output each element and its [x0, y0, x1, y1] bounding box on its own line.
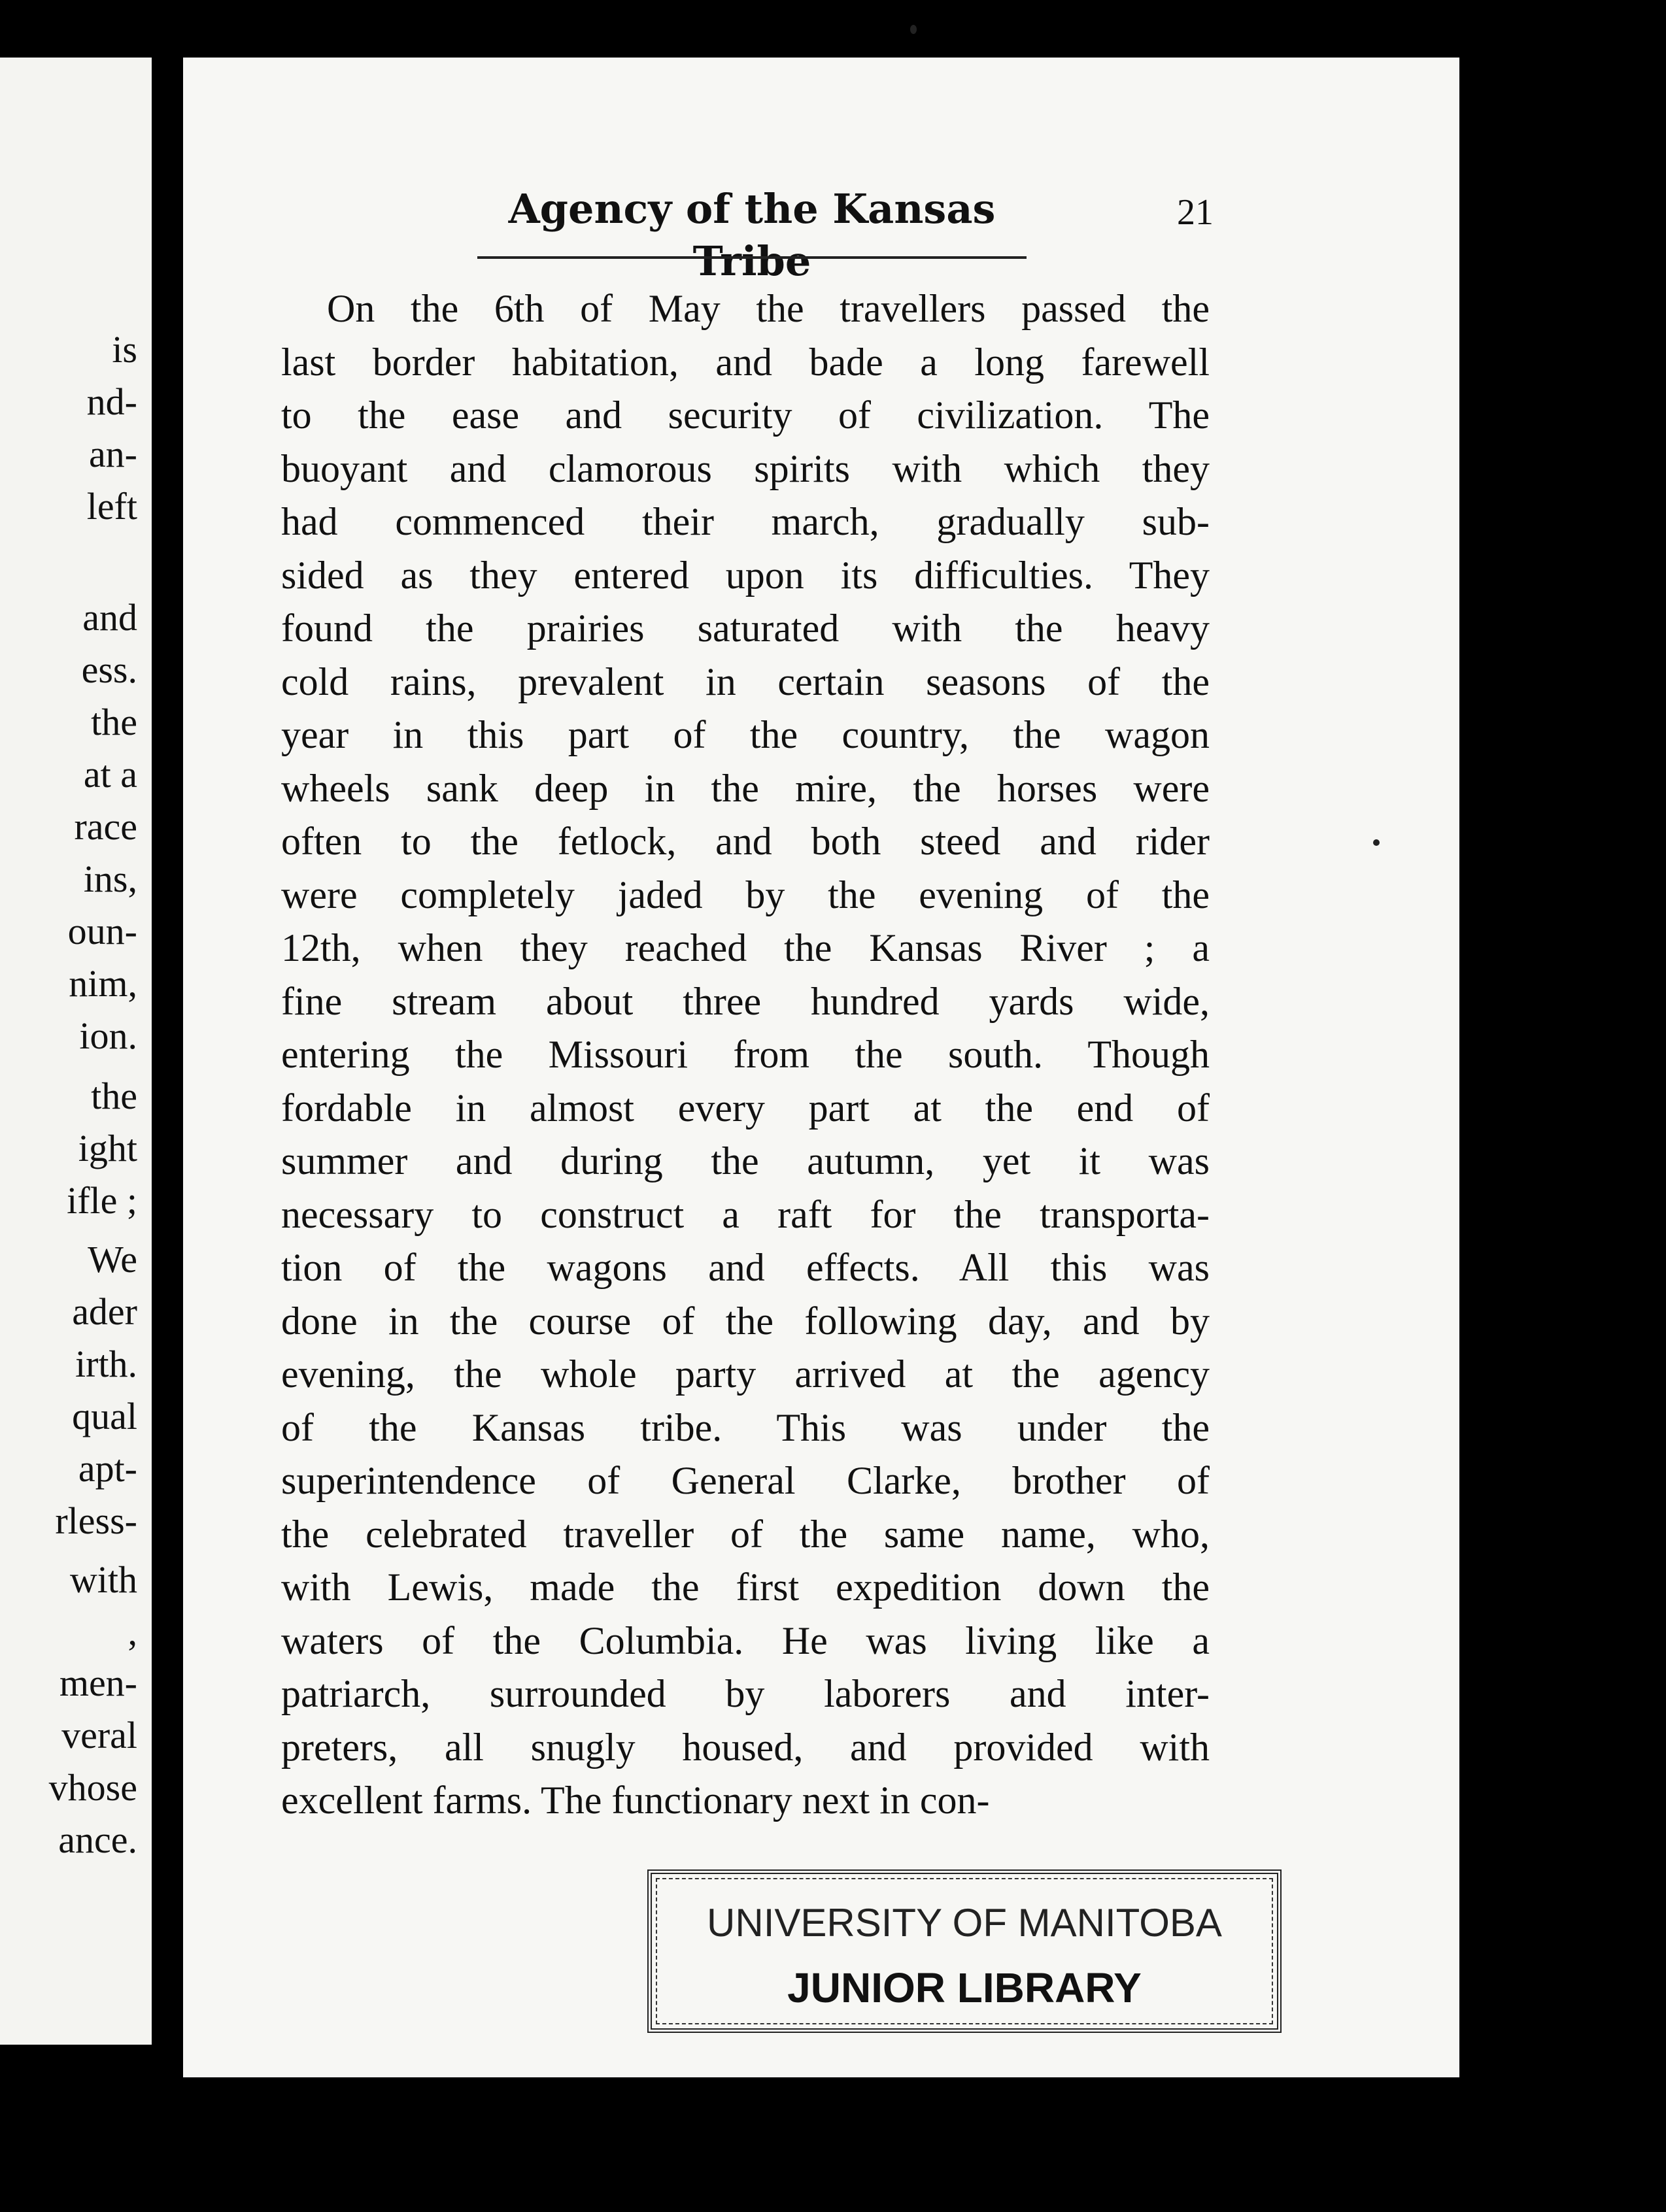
left-line-fragment: rless-	[55, 1500, 137, 1542]
text-line: tion of the wagons and effects. All this was	[281, 1246, 1210, 1289]
text-line: wheels sank deep in the mire, the horses were	[281, 766, 1210, 810]
text-line: were completely jaded by the evening of the	[281, 873, 1210, 916]
left-line-fragment: with	[69, 1558, 137, 1601]
text-line: found the prairies saturated with the heavy	[281, 607, 1210, 650]
book-gutter	[152, 39, 183, 2079]
left-line-fragment: left	[86, 485, 137, 528]
stamp-university-name: UNIVERSITY OF MANITOBA	[707, 1901, 1222, 1945]
left-line-fragment: qual	[72, 1395, 137, 1437]
text-line: sided as they entered upon its difficulties. They	[281, 553, 1210, 597]
left-line-fragment: ifle ;	[67, 1179, 137, 1222]
left-line-fragment: oun-	[67, 910, 137, 952]
text-line: fordable in almost every part at the end of	[281, 1086, 1210, 1130]
text-line: 12th, when they reached the Kansas River ; a	[281, 926, 1210, 969]
left-line-fragment: apt-	[78, 1447, 137, 1490]
text-line: often to the fetlock, and both steed and rider	[281, 820, 1210, 863]
text-line: entering the Missouri from the south. Though	[281, 1033, 1210, 1076]
text-line: had commenced their march, gradually sub-	[281, 500, 1210, 543]
left-line-fragment: nd-	[86, 380, 137, 423]
text-line: with Lewis, made the first expedition down the	[281, 1566, 1210, 1609]
text-line: last border habitation, and bade a long farewell	[281, 340, 1210, 384]
text-line: done in the course of the following day, and by	[281, 1299, 1210, 1343]
text-line: excellent farms. The functionary next in con-	[281, 1779, 990, 1822]
left-line-fragment: ight	[78, 1127, 137, 1169]
left-line-fragment: is	[112, 328, 137, 371]
text-line: of the Kansas tribe. This was under the	[281, 1405, 1210, 1449]
left-line-fragment: at a	[83, 753, 137, 796]
stamp-library-name: JUNIOR LIBRARY	[787, 1964, 1142, 2011]
left-line-fragment: ion.	[79, 1014, 137, 1057]
scan-speck	[1373, 839, 1380, 846]
left-line-fragment: veral	[61, 1714, 137, 1756]
text-line: summer and during the autumn, yet it was	[281, 1139, 1210, 1182]
text-line: preters, all snugly housed, and provided with	[281, 1725, 1210, 1769]
library-stamp	[647, 1869, 1282, 2033]
text-line: On the 6th of May the travellers passed the	[327, 287, 1210, 330]
text-line: buoyant and clamorous spirits with which they	[281, 446, 1210, 490]
scan-speck	[910, 25, 917, 34]
left-line-fragment: ance.	[58, 1818, 137, 1861]
left-line-fragment: the	[91, 701, 137, 743]
text-line: to the ease and security of civilization. The	[281, 394, 1210, 437]
running-head-rule	[477, 256, 1027, 259]
left-line-fragment: men-	[59, 1662, 137, 1704]
left-line-fragment: ins,	[83, 858, 137, 900]
left-line-fragment: We	[88, 1238, 137, 1281]
text-line: waters of the Columbia. He was living like a	[281, 1618, 1210, 1662]
left-line-fragment: an-	[88, 433, 137, 475]
left-line-fragment: and	[82, 596, 137, 639]
left-line-fragment: vhose	[48, 1766, 137, 1809]
text-line: superintendence of General Clarke, brother of	[281, 1459, 1210, 1502]
running-head-title: Agency of the Kansas Tribe	[508, 185, 996, 285]
left-line-fragment: the	[91, 1075, 137, 1117]
left-line-fragment: race	[74, 805, 137, 848]
body-paragraph	[281, 282, 1210, 1828]
text-line: the celebrated traveller of the same name, who,	[281, 1512, 1210, 1556]
text-line: cold rains, prevalent in certain seasons of the	[281, 660, 1210, 703]
left-line-fragment: ess.	[81, 648, 137, 691]
text-line: fine stream about three hundred yards wide,	[281, 979, 1210, 1023]
left-line-fragment: nim,	[69, 962, 137, 1005]
text-line: necessary to construct a raft for the transporta-	[281, 1192, 1210, 1236]
left-line-fragment: ,	[128, 1611, 137, 1653]
left-line-fragment: ader	[72, 1290, 137, 1333]
text-line: year in this part of the country, the wagon	[281, 713, 1210, 756]
facing-page-fragment	[0, 58, 152, 2045]
text-line: patriarch, surrounded by laborers and inter-	[281, 1672, 1210, 1715]
left-line-fragment: irth.	[75, 1343, 137, 1385]
page-number: 21	[1177, 192, 1214, 233]
text-line: evening, the whole party arrived at the agency	[281, 1352, 1210, 1396]
